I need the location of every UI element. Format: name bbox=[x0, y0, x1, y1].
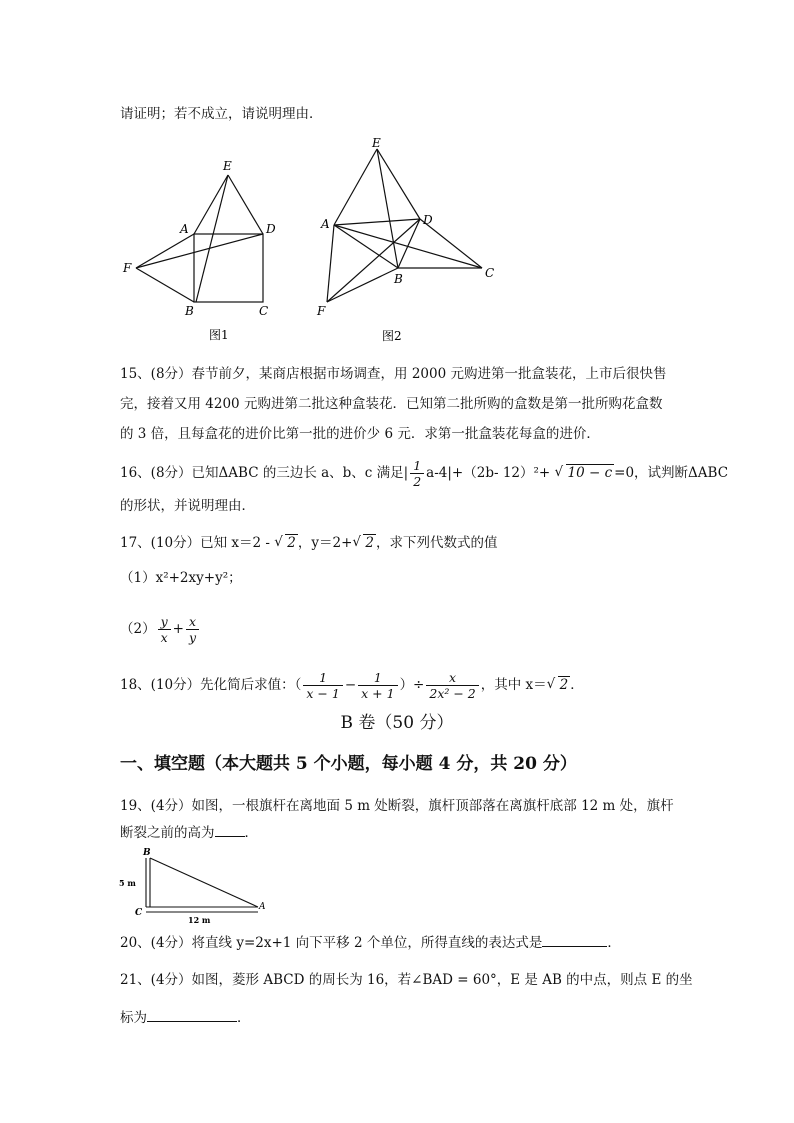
q18-sqrt bbox=[547, 675, 571, 695]
q18-prefix: 18、(10分）先化简后求值：（ bbox=[120, 677, 302, 693]
fig2-label-d: D bbox=[423, 213, 433, 227]
q19-label-base: 12 m bbox=[188, 915, 211, 925]
q16-frac-den: 2 bbox=[413, 474, 422, 489]
fig1-label-f: F bbox=[123, 261, 132, 275]
q17-suffix: ，求下列代数式的值 bbox=[376, 535, 498, 551]
q20-suffix: ． bbox=[607, 935, 621, 951]
q18-line bbox=[120, 670, 584, 701]
q17-frac2-num: x bbox=[186, 614, 199, 630]
q19-answer-blank[interactable] bbox=[215, 836, 245, 837]
q17-plus: + bbox=[172, 621, 184, 637]
q17-line1 bbox=[120, 533, 498, 553]
q18-frac3-num: x bbox=[426, 670, 478, 686]
q21-line2 bbox=[120, 1008, 251, 1028]
q18-sqrt-content: 2 bbox=[559, 677, 569, 693]
q17-item2 bbox=[120, 614, 201, 645]
fig1-label-e: E bbox=[223, 159, 232, 173]
q18-mid: ，其中 x＝ bbox=[480, 677, 547, 693]
q20-prefix: 20、(4分）将直线 y=2x+1 向下平移 2 个单位，所得直线的表达式是 bbox=[120, 935, 543, 951]
q18-frac2 bbox=[358, 670, 397, 701]
q17-item2-label: （2） bbox=[120, 621, 156, 637]
q17-frac2-den: y bbox=[188, 630, 197, 645]
fig2-label-a: A bbox=[321, 217, 330, 231]
q21-line1: 21、(4分）如图，菱形 ABCD 的周长为 16，若∠BAD = 60°，E 是 AB 的中点，则点 E 的坐 bbox=[120, 972, 693, 988]
fig2-label-e: E bbox=[372, 136, 381, 150]
q16-mid: a-4|+（2b- 12）²+ bbox=[426, 465, 551, 481]
q17-frac1-den: x bbox=[160, 630, 168, 645]
q16-suffix: =0，试判断ΔABC bbox=[614, 465, 729, 481]
q17-item1: （1）x²+2xy+y²； bbox=[120, 570, 242, 586]
q18-frac1 bbox=[303, 670, 342, 701]
section-b-title: B 卷（50 分） bbox=[340, 713, 454, 733]
fig1-caption: 图1 bbox=[209, 328, 229, 342]
q18-frac1-num: 1 bbox=[303, 670, 342, 686]
q16-prefix: 16、(8分）已知ΔABC 的三边长 a、b、c 满足| bbox=[120, 465, 409, 481]
q16-line2: 的形状，并说明理由． bbox=[120, 498, 255, 514]
q21-line2-suffix: ． bbox=[237, 1010, 251, 1026]
q18-frac3-den: 2x² − 2 bbox=[429, 686, 476, 701]
q17-mid: ，y＝2+ bbox=[297, 535, 353, 551]
q18-end: ． bbox=[570, 677, 584, 693]
q19-figure bbox=[115, 842, 275, 927]
q20-line bbox=[120, 933, 621, 953]
q17-frac2 bbox=[186, 614, 199, 645]
fig2-label-c: C bbox=[485, 266, 495, 280]
q18-frac2-num: 1 bbox=[358, 670, 397, 686]
q19-line2-suffix: ． bbox=[244, 825, 258, 841]
q18-minus: − bbox=[344, 677, 357, 693]
fig1-label-a: A bbox=[180, 222, 189, 236]
q16-sqrt-content: 10 − c bbox=[567, 465, 613, 481]
q20-answer-blank[interactable] bbox=[542, 946, 607, 947]
q19-line2-prefix: 断裂之前的高为 bbox=[120, 825, 215, 841]
figure-1 bbox=[115, 150, 300, 350]
q19-label-height: 5 m bbox=[119, 878, 136, 888]
fig1-label-d: D bbox=[266, 222, 276, 236]
q15-line1: 15、(8分）春节前夕，某商店根据市场调查，用 2000 元购进第一批盒装花，上市后很快售 bbox=[120, 366, 667, 382]
q17-prefix: 17、(10分）已知 x＝2 - bbox=[120, 535, 270, 551]
q16-line1 bbox=[120, 458, 728, 489]
fig2-label-b: B bbox=[394, 272, 403, 286]
q17-frac1 bbox=[158, 614, 171, 645]
q19-label-a: A bbox=[259, 902, 266, 912]
q15-line3: 的 3 倍，且每盒花的进价比第一批的进价少 6 元．求第一批盒装花每盒的进价． bbox=[120, 426, 600, 442]
q19-line2 bbox=[120, 823, 258, 843]
q18-frac1-den: x − 1 bbox=[306, 686, 340, 701]
section-1-title: 一、填空题（本大题共 5 个小题，每小题 4 分，共 20 分） bbox=[120, 754, 577, 774]
q17-sqrt1-content: 2 bbox=[287, 535, 296, 551]
figure-2 bbox=[310, 130, 510, 352]
q21-line2-prefix: 标为 bbox=[120, 1010, 147, 1026]
q16-frac-num: 1 bbox=[410, 458, 424, 474]
q18-frac2-den: x + 1 bbox=[361, 686, 395, 701]
fig1-label-c: C bbox=[259, 304, 269, 318]
q19-label-c: C bbox=[135, 908, 143, 918]
q19-label-b: B bbox=[143, 848, 151, 858]
q16-fraction bbox=[410, 458, 424, 489]
q16-sqrt bbox=[555, 463, 615, 483]
q17-sqrt2-content: 2 bbox=[365, 535, 374, 551]
intro-line: 请证明；若不成立，请说明理由． bbox=[120, 106, 323, 122]
fig2-label-f: F bbox=[317, 304, 326, 318]
q15-line2: 完，接着又用 4200 元购进第二批这种盒装花．已知第二批所购的盒数是第一批所购花盒数 bbox=[120, 396, 663, 412]
fig1-label-b: B bbox=[185, 304, 194, 318]
fig2-caption: 图2 bbox=[382, 329, 402, 343]
q18-frac3 bbox=[426, 670, 478, 701]
q17-frac1-num: y bbox=[158, 614, 171, 630]
q18-div: ）÷ bbox=[399, 677, 425, 693]
q21-answer-blank[interactable] bbox=[147, 1021, 237, 1022]
q19-line1: 19、(4分）如图，一根旗杆在离地面 5 m 处断裂，旗杆顶部落在离旗杆底部 12 m 处，旗杆 bbox=[120, 798, 674, 814]
q17-sqrt2 bbox=[352, 533, 376, 553]
q17-sqrt1 bbox=[274, 533, 298, 553]
